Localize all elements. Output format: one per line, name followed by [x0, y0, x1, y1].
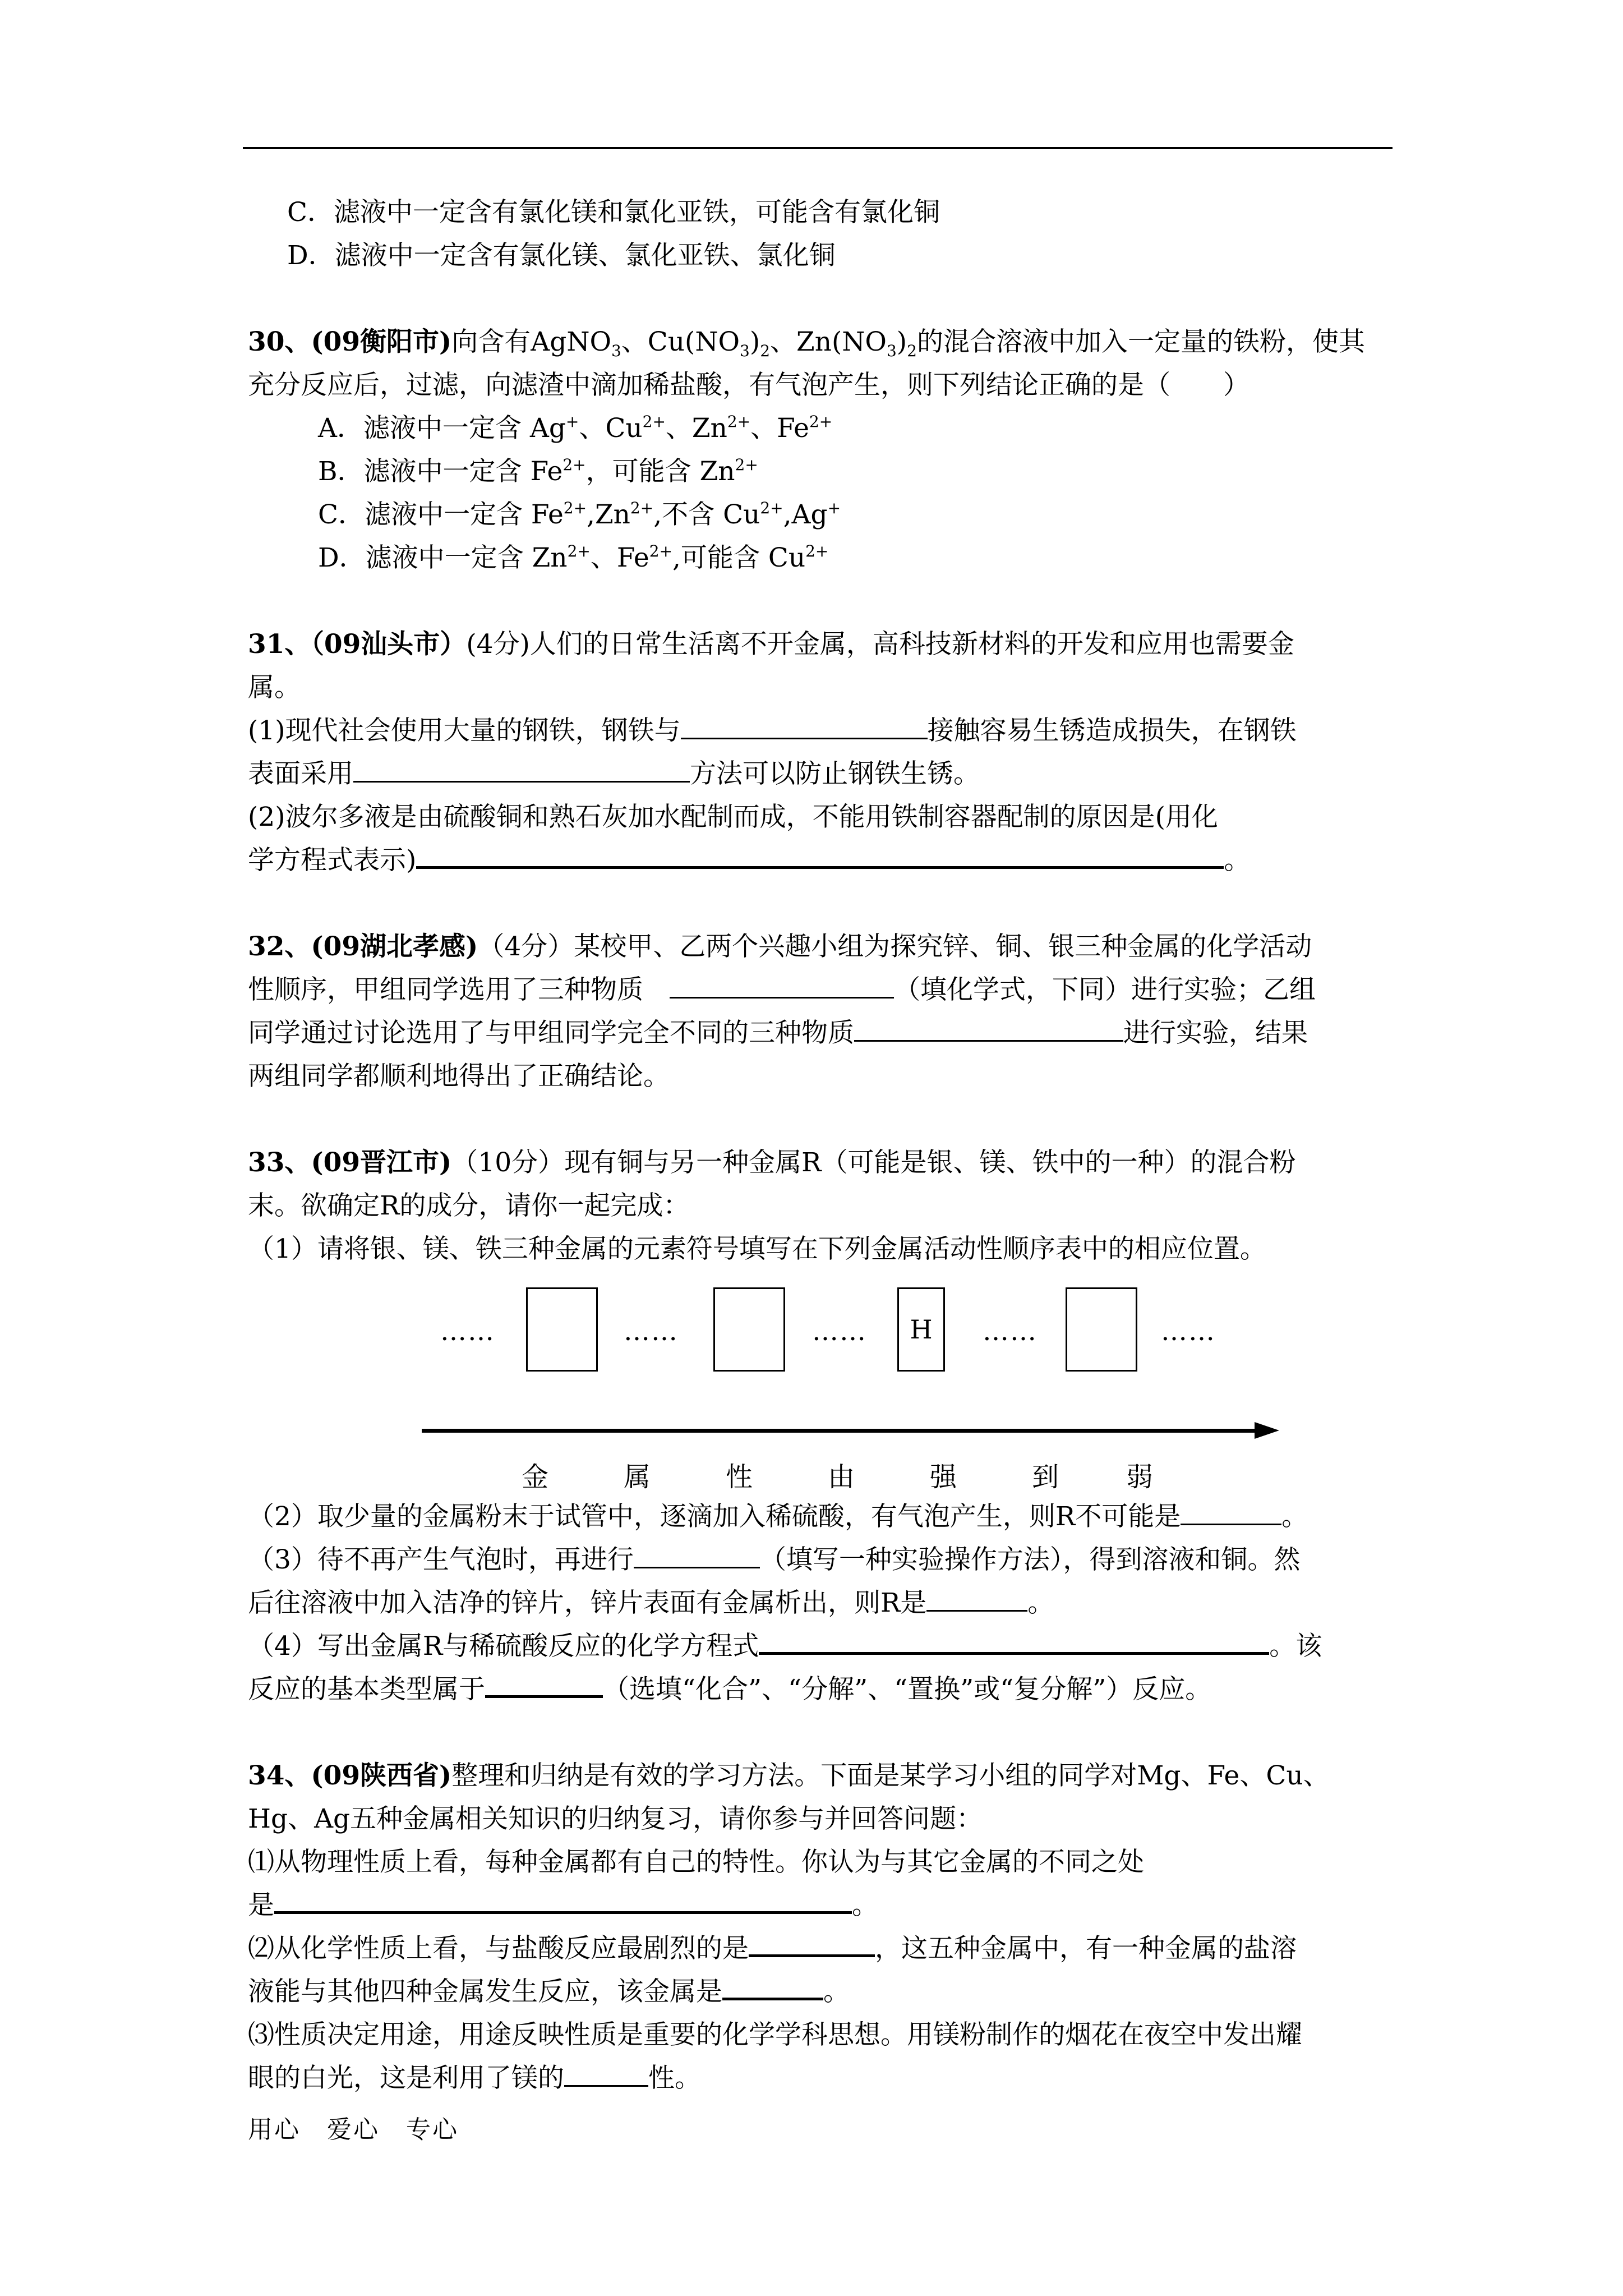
- q33-stem-line2: 末。欲确定R的成分，请你一起完成：: [248, 1190, 690, 1221]
- q34-part1-line2: 是 。: [248, 1884, 1392, 1927]
- hydrogen-box: H: [897, 1287, 945, 1372]
- answer-blank[interactable]: [670, 970, 894, 999]
- axis-char: 到: [1032, 1461, 1059, 1493]
- q34-stem-line1: 34、(09陕西省)整理和归纳是有效的学习方法。下面是某学习小组的同学对Mg、Fe、Cu、: [248, 1760, 1330, 1791]
- q34-part3-line1: ⑶性质决定用途，用途反映性质是重要的化学学科思想。用镁粉制作的烟花在夜空中发出耀: [248, 2019, 1302, 2050]
- axis-char: 金: [522, 1461, 549, 1493]
- q33-part1: （1）请将银、镁、铁三种金属的元素符号填写在下列金属活动性顺序表中的相应位置。: [248, 1234, 1266, 1264]
- q31-part2-line2: 学方程式表示) 。: [248, 839, 1392, 882]
- answer-blank[interactable]: [854, 1013, 1123, 1042]
- q29-option-c: C．滤液中一定含有氯化镁和氯化亚铁，可能含有氯化铜: [287, 197, 940, 228]
- answer-blank[interactable]: [681, 711, 928, 739]
- q32-stem-line1: 32、(09湖北孝感)（4分）某校甲、乙两个兴趣小组为探究锌、铜、银三种金属的化学活动: [248, 931, 1312, 962]
- q34-part3-line2: 眼的白光，这是利用了镁的 性。: [248, 2056, 1392, 2100]
- activity-series-diagram: [0, 1287, 1623, 1495]
- answer-blank[interactable]: [564, 2058, 648, 2087]
- q31-part2-line1: (2)波尔多液是由硫酸铜和熟石灰加水配制而成，不能用铁制容器配制的原因是(用化: [248, 802, 1218, 832]
- answer-blank[interactable]: [274, 1884, 852, 1914]
- axis-char: 弱: [1126, 1461, 1154, 1493]
- answer-blank[interactable]: [416, 839, 1224, 869]
- answer-blank[interactable]: [722, 1971, 823, 2000]
- element-slot-1[interactable]: [526, 1287, 598, 1372]
- element-slot-3[interactable]: [1066, 1287, 1137, 1372]
- q30-stem-line1: 30、(09衡阳市)向含有AgNO$_3$、$Cu(NO_3)_2$、$Zn(NO_3)_2$的混合溶液中加入一定量的铁粉，使其: [248, 326, 1365, 360]
- answer-blank[interactable]: [759, 1625, 1269, 1655]
- q33-part2: （2）取少量的金属粉末于试管中，逐滴加入稀硫酸，有气泡产生，则R不可能是 。: [248, 1495, 1392, 1538]
- q34-part2-line1: ⑵从化学性质上看，与盐酸反应最剧烈的是 ，这五种金属中，有一种金属的盐溶: [248, 1927, 1392, 1970]
- ellipsis: ……: [440, 1316, 495, 1347]
- axis-char: 强: [930, 1461, 957, 1493]
- answer-blank[interactable]: [353, 754, 690, 783]
- q33-stem-line1: 33、(09晋江市)（10分）现有铜与另一种金属R（可能是银、镁、铁中的一种）的混合粉: [248, 1147, 1296, 1178]
- q32-stem-line2: 性顺序，甲组同学选用了三种物质 （填化学式，下同）进行实验；乙组: [248, 968, 1392, 1011]
- ellipsis: ……: [812, 1316, 867, 1347]
- axis-char: 由: [828, 1461, 855, 1493]
- q31-stem-line1: 31、（09汕头市）(4分)人们的日常生活离不开金属，高科技新材料的开发和应用也需要金: [248, 629, 1294, 660]
- q34-part2-line2: 液能与其他四种金属发生反应，该金属是 。: [248, 1970, 1392, 2013]
- q34-stem-line2: Hg、Ag五种金属相关知识的归纳复习，请你参与并回答问题：: [248, 1803, 983, 1834]
- q34-part1-line1: ⑴从物理性质上看，每种金属都有自己的特性。你认为与其它金属的不同之处: [248, 1847, 1144, 1878]
- ellipsis: ……: [624, 1316, 679, 1347]
- q33-part4-line2: 反应的基本类型属于 （选填“化合”、“分解”、“置换”或“复分解”）反应。: [248, 1668, 1392, 1711]
- answer-blank[interactable]: [926, 1583, 1027, 1612]
- axis-char: 性: [726, 1461, 753, 1493]
- q33-part3-line2: 后往溶液中加入洁净的锌片，锌片表面有金属析出，则R是 。: [248, 1581, 1392, 1625]
- q30-option-b: B．滤液中一定含 $Fe^{2+}$，可能含 $Zn^{2+}$: [318, 455, 758, 487]
- answer-blank[interactable]: [749, 1927, 875, 1957]
- q30-option-a: A．滤液中一定含 Ag+、$Cu^{2+}$、$Zn^{2+}$、$Fe^{2+}$: [318, 412, 833, 444]
- q31-part1-line2: 表面采用 方法可以防止钢铁生锈。: [248, 752, 1392, 795]
- q29-option-d: D．滤液中一定含有氯化镁、氯化亚铁、氯化铜: [287, 240, 836, 271]
- answer-blank[interactable]: [485, 1668, 603, 1698]
- q30-option-c: C．滤液中一定含 $Fe^{2+},Zn^{2+}$,不含 $Cu^{2+},Ag^+$: [318, 499, 841, 530]
- q30-stem-line2: 充分反应后，过滤，向滤渣中滴加稀盐酸，有气泡产生，则下列结论正确的是（ ）: [248, 370, 1249, 401]
- activity-arrow-head: [1255, 1422, 1279, 1439]
- q33-part4-line1: （4）写出金属R与稀硫酸反应的化学方程式 。该: [248, 1625, 1392, 1668]
- q31-stem-line2: 属。: [248, 672, 301, 703]
- answer-blank[interactable]: [1181, 1497, 1281, 1525]
- header-rule: [243, 147, 1393, 149]
- answer-blank[interactable]: [634, 1540, 760, 1568]
- q30-option-d: D．滤液中一定含 $Zn^{2+}$、$Fe^{2+}$,可能含 $Cu^{2+}$: [318, 542, 829, 573]
- q32-stem-line4: 两组同学都顺利地得出了正确结论。: [248, 1061, 670, 1092]
- q32-stem-line3: 同学通过讨论选用了与甲组同学完全不同的三种物质 进行实验，结果: [248, 1011, 1392, 1055]
- axis-char: 属: [624, 1461, 651, 1493]
- document-body: [248, 191, 1392, 2100]
- ellipsis: ……: [983, 1316, 1038, 1347]
- q33-part3-line1: （3）待不再产生气泡时，再进行 （填写一种实验操作方法），得到溶液和铜。然: [248, 1538, 1392, 1581]
- q31-part1-line1: (1)现代社会使用大量的钢铁，钢铁与 接触容易生锈造成损失，在钢铁: [248, 709, 1392, 752]
- ellipsis: ……: [1161, 1316, 1216, 1347]
- page-footer: 用心 爱心 专心: [248, 2115, 459, 2144]
- activity-arrow-line: [422, 1429, 1263, 1433]
- element-slot-2[interactable]: [713, 1287, 785, 1372]
